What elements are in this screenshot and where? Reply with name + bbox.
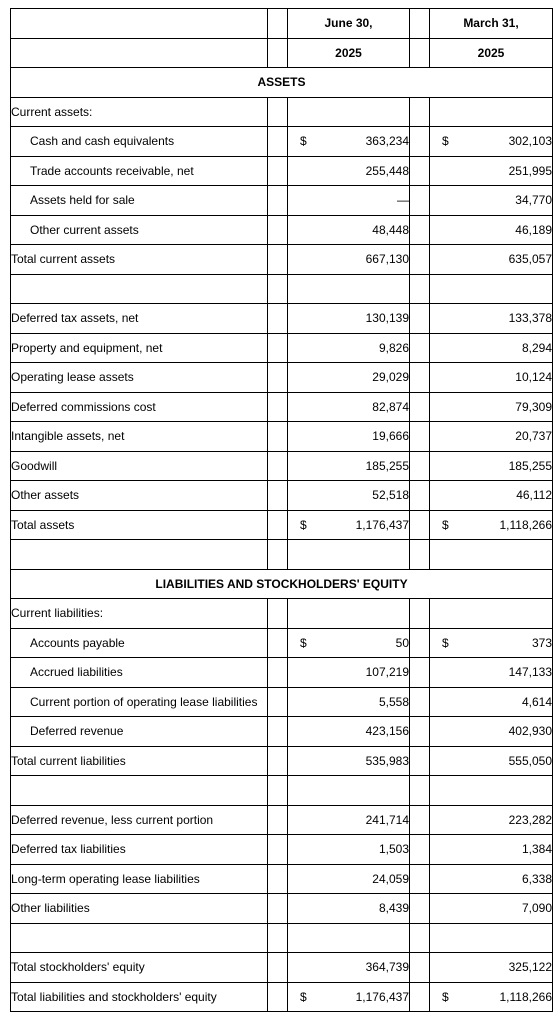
value-june-2025	[288, 304, 410, 334]
dollar-sign: $	[442, 635, 449, 650]
value-march-2025	[430, 982, 553, 1012]
section-header-row	[11, 68, 553, 98]
value-june-2025	[288, 363, 410, 393]
row-gap	[268, 599, 288, 629]
header-gap	[268, 9, 288, 39]
header-row-2	[11, 38, 553, 68]
value-text: 46,189	[515, 222, 552, 237]
value-june-2025	[288, 599, 410, 629]
value-text: 29,029	[372, 370, 409, 385]
row-gap	[410, 333, 430, 363]
value-text: 185,255	[365, 458, 409, 473]
value-text: 107,219	[365, 665, 409, 680]
value-text: 19,666	[372, 429, 409, 444]
header-col2-line2: 2025	[430, 38, 553, 68]
value-text: 255,448	[365, 163, 409, 178]
row-gap	[268, 746, 288, 776]
value-text: 373	[531, 635, 552, 650]
value-text: 130,139	[365, 311, 409, 326]
header-gap	[410, 38, 430, 68]
row-gap	[268, 835, 288, 865]
blank-row	[11, 274, 553, 304]
value-march-2025	[430, 864, 553, 894]
row-gap	[410, 245, 430, 275]
table-row	[11, 835, 553, 865]
blank-row	[11, 540, 553, 570]
value-march-2025	[430, 746, 553, 776]
value-text: 251,995	[508, 163, 552, 178]
row-gap	[268, 304, 288, 334]
dollar-sign: $	[442, 989, 449, 1004]
value-text: 5,558	[378, 694, 409, 709]
value-june-2025	[288, 245, 410, 275]
row-gap	[268, 894, 288, 924]
value-june-2025	[288, 510, 410, 540]
row-gap	[268, 186, 288, 216]
row-label: Intangible assets, net	[11, 422, 268, 452]
row-label: Current liabilities:	[11, 599, 268, 629]
table-row	[11, 658, 553, 688]
value-text: 24,059	[372, 871, 409, 886]
value-june-2025	[288, 658, 410, 688]
value-june-2025	[288, 805, 410, 835]
value-text: 363,234	[365, 134, 409, 149]
value-june-2025	[288, 953, 410, 983]
row-label: Other assets	[11, 481, 268, 511]
value-june-2025	[288, 422, 410, 452]
section-title: ASSETS	[11, 68, 553, 98]
table-row	[11, 510, 553, 540]
table-row	[11, 363, 553, 393]
value-text: 20,737	[515, 429, 552, 444]
table-row	[11, 864, 553, 894]
table-row	[11, 186, 553, 216]
row-label: Trade accounts receivable, net	[11, 156, 268, 186]
value-text: 185,255	[508, 458, 552, 473]
value-june-2025	[288, 746, 410, 776]
value-march-2025	[430, 215, 553, 245]
row-gap	[268, 923, 288, 953]
header-col2-line1: March 31,	[430, 9, 553, 39]
row-gap	[268, 363, 288, 393]
value-text: 1,384	[521, 842, 552, 857]
value-text: 402,930	[508, 724, 552, 739]
value-march-2025	[430, 540, 553, 570]
value-march-2025	[430, 628, 553, 658]
row-label	[11, 274, 268, 304]
value-text: 1,118,266	[499, 517, 552, 532]
row-label: Deferred tax liabilities	[11, 835, 268, 865]
row-gap	[268, 982, 288, 1012]
header-empty-label	[11, 38, 268, 68]
row-gap	[410, 274, 430, 304]
value-june-2025	[288, 717, 410, 747]
header-col1-line2: 2025	[288, 38, 410, 68]
section-title: LIABILITIES AND STOCKHOLDERS' EQUITY	[11, 569, 553, 599]
value-text: 555,050	[508, 753, 552, 768]
row-gap	[410, 97, 430, 127]
value-june-2025	[288, 127, 410, 157]
value-text: 535,983	[365, 753, 409, 768]
value-march-2025	[430, 805, 553, 835]
value-text: 667,130	[365, 252, 409, 267]
table-row	[11, 451, 553, 481]
value-march-2025	[430, 304, 553, 334]
value-june-2025	[288, 392, 410, 422]
table-row	[11, 628, 553, 658]
row-gap	[410, 127, 430, 157]
value-march-2025	[430, 274, 553, 304]
row-gap	[268, 156, 288, 186]
table-row	[11, 422, 553, 452]
table-row	[11, 481, 553, 511]
row-gap	[410, 982, 430, 1012]
row-gap	[410, 215, 430, 245]
value-march-2025	[430, 422, 553, 452]
row-gap	[410, 805, 430, 835]
row-gap	[410, 422, 430, 452]
row-label: Deferred revenue, less current portion	[11, 805, 268, 835]
row-label: Total assets	[11, 510, 268, 540]
table-row	[11, 215, 553, 245]
value-march-2025	[430, 717, 553, 747]
row-label	[11, 540, 268, 570]
row-gap	[410, 510, 430, 540]
row-gap	[410, 864, 430, 894]
balance-sheet-table	[10, 8, 553, 1012]
row-label: Assets held for sale	[11, 186, 268, 216]
header-empty-label	[11, 9, 268, 39]
value-text: 147,133	[508, 665, 552, 680]
row-gap	[268, 540, 288, 570]
value-march-2025	[430, 451, 553, 481]
dollar-sign: $	[300, 134, 307, 149]
row-gap	[410, 392, 430, 422]
value-june-2025	[288, 864, 410, 894]
value-march-2025	[430, 156, 553, 186]
row-label: Total liabilities and stockholders' equity	[11, 982, 268, 1012]
value-june-2025	[288, 835, 410, 865]
value-march-2025	[430, 923, 553, 953]
value-march-2025	[430, 245, 553, 275]
table-row	[11, 687, 553, 717]
value-text: 241,714	[365, 812, 409, 827]
row-gap	[268, 717, 288, 747]
value-march-2025	[430, 835, 553, 865]
value-text: 52,518	[372, 488, 409, 503]
row-gap	[410, 599, 430, 629]
value-text: —	[397, 193, 409, 208]
value-june-2025	[288, 776, 410, 806]
value-march-2025	[430, 599, 553, 629]
row-gap	[410, 717, 430, 747]
row-label: Goodwill	[11, 451, 268, 481]
row-label: Deferred tax assets, net	[11, 304, 268, 334]
row-gap	[268, 510, 288, 540]
value-june-2025	[288, 186, 410, 216]
value-june-2025	[288, 540, 410, 570]
row-gap	[410, 451, 430, 481]
value-text: 1,118,266	[499, 989, 552, 1004]
value-text: 1,503	[378, 842, 409, 857]
row-gap	[268, 687, 288, 717]
row-gap	[268, 451, 288, 481]
value-june-2025	[288, 215, 410, 245]
row-gap	[268, 97, 288, 127]
header-row-1	[11, 9, 553, 39]
row-gap	[268, 245, 288, 275]
row-gap	[268, 274, 288, 304]
row-gap	[410, 540, 430, 570]
value-march-2025	[430, 894, 553, 924]
row-gap	[410, 776, 430, 806]
blank-row	[11, 923, 553, 953]
value-text: 82,874	[372, 399, 409, 414]
value-text: 325,122	[508, 960, 552, 975]
value-march-2025	[430, 776, 553, 806]
value-text: 7,090	[521, 901, 552, 916]
row-gap	[268, 481, 288, 511]
dollar-sign: $	[442, 517, 449, 532]
value-march-2025	[430, 186, 553, 216]
table-row	[11, 333, 553, 363]
row-label: Current portion of operating lease liabilities	[11, 687, 268, 717]
row-gap	[268, 333, 288, 363]
table-row	[11, 717, 553, 747]
value-text: 364,739	[365, 960, 409, 975]
value-june-2025	[288, 923, 410, 953]
row-gap	[410, 687, 430, 717]
row-gap	[410, 746, 430, 776]
row-gap	[268, 658, 288, 688]
row-gap	[268, 864, 288, 894]
row-gap	[268, 215, 288, 245]
row-gap	[410, 481, 430, 511]
table-row	[11, 894, 553, 924]
dollar-sign: $	[300, 517, 307, 532]
value-march-2025	[430, 333, 553, 363]
row-gap	[268, 628, 288, 658]
row-gap	[268, 805, 288, 835]
value-june-2025	[288, 982, 410, 1012]
value-june-2025	[288, 156, 410, 186]
value-march-2025	[430, 363, 553, 393]
table-row	[11, 982, 553, 1012]
row-gap	[268, 953, 288, 983]
header-col1-line1: June 30,	[288, 9, 410, 39]
row-gap	[410, 363, 430, 393]
value-text: 423,156	[365, 724, 409, 739]
value-march-2025	[430, 481, 553, 511]
value-june-2025	[288, 481, 410, 511]
row-label: Accrued liabilities	[11, 658, 268, 688]
value-text: 302,103	[508, 134, 552, 149]
row-gap	[268, 776, 288, 806]
row-gap	[410, 894, 430, 924]
row-label: Property and equipment, net	[11, 333, 268, 363]
value-june-2025	[288, 451, 410, 481]
row-label: Deferred commissions cost	[11, 392, 268, 422]
value-text: 8,294	[521, 340, 552, 355]
value-text: 50	[395, 635, 409, 650]
table-row	[11, 746, 553, 776]
table-row	[11, 304, 553, 334]
row-gap	[410, 953, 430, 983]
row-label: Long-term operating lease liabilities	[11, 864, 268, 894]
table-row	[11, 97, 553, 127]
row-label: Operating lease assets	[11, 363, 268, 393]
value-june-2025	[288, 333, 410, 363]
value-june-2025	[288, 97, 410, 127]
row-gap	[410, 186, 430, 216]
row-label: Other liabilities	[11, 894, 268, 924]
value-text: 46,112	[516, 488, 552, 503]
value-june-2025	[288, 687, 410, 717]
value-text: 6,338	[521, 871, 552, 886]
value-june-2025	[288, 628, 410, 658]
row-label	[11, 923, 268, 953]
value-text: 34,770	[515, 193, 552, 208]
value-march-2025	[430, 658, 553, 688]
row-gap	[410, 835, 430, 865]
blank-row	[11, 776, 553, 806]
row-gap	[268, 392, 288, 422]
row-label: Deferred revenue	[11, 717, 268, 747]
value-text: 1,176,437	[355, 517, 409, 532]
value-june-2025	[288, 894, 410, 924]
value-text: 1,176,437	[355, 989, 409, 1004]
value-text: 133,378	[508, 311, 552, 326]
balance-sheet-body	[11, 9, 553, 1012]
value-text: 635,057	[508, 252, 552, 267]
value-march-2025	[430, 687, 553, 717]
table-row	[11, 392, 553, 422]
row-label: Total stockholders' equity	[11, 953, 268, 983]
value-text: 9,826	[378, 340, 409, 355]
value-june-2025	[288, 274, 410, 304]
table-row	[11, 953, 553, 983]
value-text: 8,439	[378, 901, 409, 916]
table-row	[11, 599, 553, 629]
table-row	[11, 805, 553, 835]
row-label: Total current assets	[11, 245, 268, 275]
value-march-2025	[430, 510, 553, 540]
row-gap	[410, 923, 430, 953]
row-gap	[268, 127, 288, 157]
section-header-row	[11, 569, 553, 599]
row-label: Other current assets	[11, 215, 268, 245]
header-gap	[268, 38, 288, 68]
row-gap	[410, 628, 430, 658]
value-text: 223,282	[508, 812, 552, 827]
row-label: Current assets:	[11, 97, 268, 127]
header-gap	[410, 9, 430, 39]
value-march-2025	[430, 97, 553, 127]
row-label: Accounts payable	[11, 628, 268, 658]
table-row	[11, 156, 553, 186]
row-gap	[268, 422, 288, 452]
row-gap	[410, 304, 430, 334]
dollar-sign: $	[442, 134, 449, 149]
dollar-sign: $	[300, 635, 307, 650]
value-text: 4,614	[521, 694, 552, 709]
row-gap	[410, 658, 430, 688]
row-label: Total current liabilities	[11, 746, 268, 776]
value-text: 10,124	[515, 370, 552, 385]
table-row	[11, 127, 553, 157]
table-row	[11, 245, 553, 275]
value-march-2025	[430, 953, 553, 983]
row-gap	[410, 156, 430, 186]
value-march-2025	[430, 392, 553, 422]
value-text: 79,309	[515, 399, 552, 414]
dollar-sign: $	[300, 989, 307, 1004]
value-text: 48,448	[372, 222, 409, 237]
row-label	[11, 776, 268, 806]
value-march-2025	[430, 127, 553, 157]
row-label: Cash and cash equivalents	[11, 127, 268, 157]
